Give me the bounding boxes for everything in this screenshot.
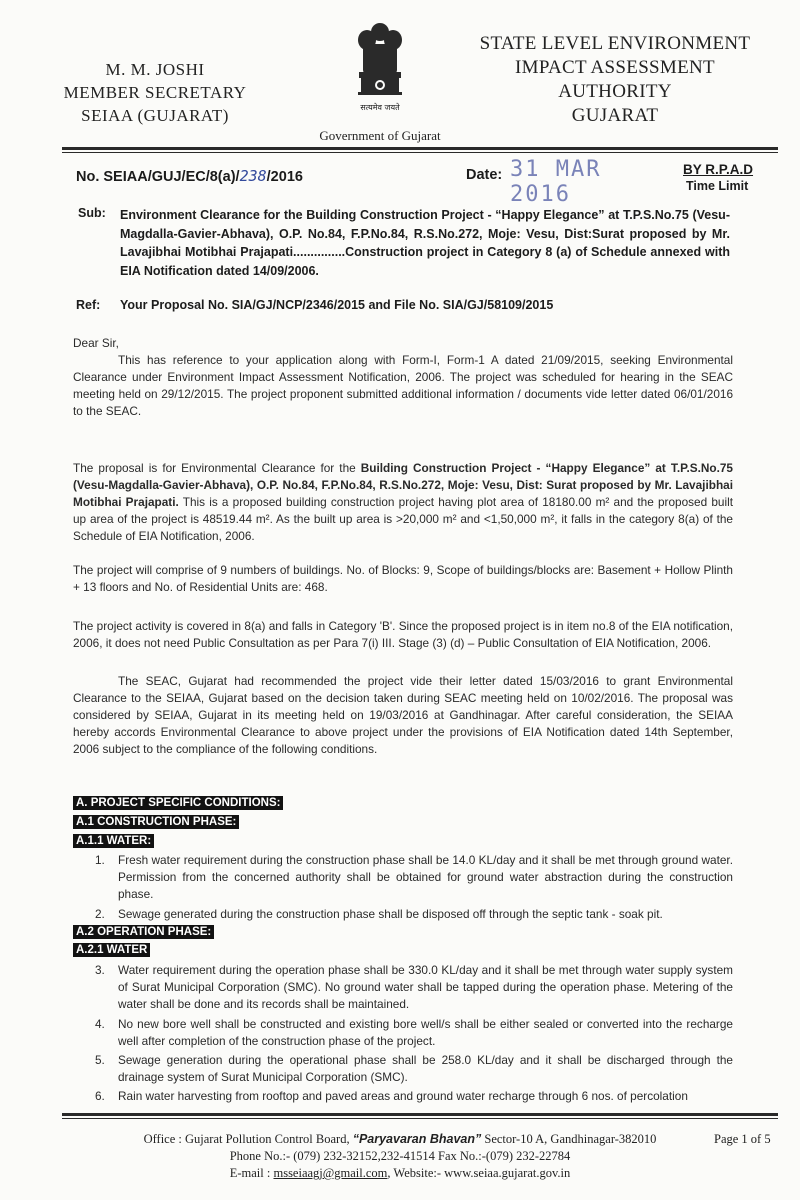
date-label: Date: xyxy=(466,167,503,183)
authority-block xyxy=(460,32,770,128)
header-rule-thin xyxy=(62,152,778,153)
page-number: Page 1 of 5 xyxy=(714,1132,771,1146)
authority-line-4: GUJARAT xyxy=(571,105,659,126)
national-emblem-icon xyxy=(345,14,415,122)
heading-operation-phase: A.2 OPERATION PHASE: xyxy=(73,925,214,939)
heading-project-conditions: A. PROJECT SPECIFIC CONDITIONS: xyxy=(73,796,283,810)
footer-rule xyxy=(62,1113,778,1116)
letter-number-prefix: No. SEIAA/GUJ/EC/8(a)/ xyxy=(76,169,240,185)
item-number: 2. xyxy=(95,907,105,921)
footer-email-link[interactable]: msseiaagj@gmail.com xyxy=(273,1166,388,1180)
item-number: 5. xyxy=(95,1053,105,1067)
footer-office: Office : Gujarat Pollution Control Board, xyxy=(143,1132,353,1146)
authority-line-1: STATE LEVEL ENVIRONMENT xyxy=(479,33,751,54)
handwritten-number: 238 xyxy=(239,167,267,185)
time-limit-label: Time Limit xyxy=(686,179,749,193)
government-label: Government of Gujarat xyxy=(319,128,441,143)
letter-number xyxy=(76,167,303,185)
reference-label: Ref: xyxy=(76,298,101,312)
item-number: 4. xyxy=(95,1017,105,1031)
sender-block xyxy=(55,58,255,127)
emblem-motto: सत्यमेव जयते xyxy=(360,103,400,112)
item-number: 1. xyxy=(95,853,105,867)
proposal-intro: The proposal is for Environmental Clearance for the xyxy=(73,461,361,475)
letter-number-suffix: /2016 xyxy=(266,169,303,185)
proposal-project-name: Building Construction Project - “Happy Elegance” at T.P.S.No.75 (Vesu-Magdalla-Gavier-Abhava), O.P. No.84, F.P.No.84, R.S.No.272, Moje: Vesu, Dist: Surat proposed by Mr. Lavajibhai Motibhai Prajapati. xyxy=(73,461,733,509)
heading-construction-water: A.1.1 WATER: xyxy=(73,834,154,848)
footer-building: “Paryavaran Bhavan” xyxy=(352,1132,482,1146)
paragraph-recommendation: The SEAC, Gujarat had recommended the project vide their letter dated 15/03/2016 to grant Environmental Clearance to the SEIAA, Gujarat based on the decision taken during SEAC meeting held on 10/02/2016. The proposal was considered by SEIAA, Gujarat in its meeting held on 19/03/2016 at Gandhinagar. After careful consideration, the SEIAA hereby accords Environmental Clearance to above project under the provisions of EIA Notification dated 14th September, 2006 subject to the compliance of the following conditions. xyxy=(73,674,733,756)
paragraph-proposal xyxy=(73,460,733,545)
authority-line-3: AUTHORITY xyxy=(558,81,672,102)
footer-sector: Sector-10 A, Gandhinagar-382010 xyxy=(481,1132,657,1146)
item-text: No new bore well shall be constructed and existing bore well/s shall be either sealed or converted into the recharge well after completion of the construction phase of the project. xyxy=(118,1017,733,1048)
item-number: 6. xyxy=(95,1089,105,1103)
subject-label: Sub: xyxy=(78,206,106,220)
proposal-details: This is a proposed building construction project having plot area of 18180.00 m² and the proposed built up area of the project is 48519.44 m². As the built up area is >20,000 m² and <1,50,000 m², it falls in the category 8(a) of the Schedule of EIA Notification, 2006. xyxy=(73,495,733,543)
footer-contact xyxy=(100,1165,700,1182)
date-stamp: 31 MAR 2016 xyxy=(510,157,602,207)
footer-address xyxy=(100,1131,700,1148)
authority-line-2: IMPACT ASSESSMENT xyxy=(515,57,715,78)
item-number: 3. xyxy=(95,963,105,977)
sender-title: MEMBER SECRETARY xyxy=(63,83,247,102)
header-rule xyxy=(62,147,778,150)
sender-name: M. M. JOSHI xyxy=(105,60,205,79)
footer-email-label: E-mail : xyxy=(229,1166,274,1180)
heading-operation-water: A.2.1 WATER xyxy=(73,943,150,957)
item-text: Fresh water requirement during the construction phase shall be 14.0 KL/day and it shall be met through ground water. Permission from the concerned authority shall be obtained for ground water abstraction during the construction phase. xyxy=(118,853,733,901)
footer-website: , Website:- www.seiaa.gujarat.gov.in xyxy=(387,1166,571,1180)
dispatch-mode: BY R.P.A.D xyxy=(683,162,754,177)
heading-construction-phase: A.1 CONSTRUCTION PHASE: xyxy=(73,815,239,829)
item-text: Sewage generated during the construction phase shall be disposed off through the septic tank - soak pit. xyxy=(118,907,663,921)
subject-text: Environment Clearance for the Building Construction Project - “Happy Elegance” at T.P.S.No.75 (Vesu-Magdalla-Gavier-Abhava), O.P. No.84, F.P.No.84, R.S.No.272, Moje: Vesu, Dist:Surat proposed by Mr. Lavajibhai Motibhai Prajapati...............Construction project in Category 8 (a) of Schedule annexed with EIA Notification dated 14/09/2006. xyxy=(120,208,730,278)
item-text: Water requirement during the operation phase shall be 330.0 KL/day and it shall be met through water supply system of Surat Municipal Corporation (SMC). No ground water shall be tapped during the operation phase. Metering of the water shall be done and its records shall be maintained. xyxy=(118,963,733,1011)
footer-rule-thin xyxy=(62,1118,778,1119)
reference-text: Your Proposal No. SIA/GJ/NCP/2346/2015 and File No. SIA/GJ/58109/2015 xyxy=(120,298,554,312)
footer-phone: Phone No.:- (079) 232-32152,232-41514 Fax No.:-(079) 232-22784 xyxy=(229,1149,571,1163)
item-text: Rain water harvesting from rooftop and paved areas and ground water recharge through 6 nos. of percolation xyxy=(118,1089,688,1103)
item-text: Sewage generation during the operational phase shall be 258.0 KL/day and it shall be discharged through the drainage system of Surat Municipal Corporation (SMC). xyxy=(118,1053,733,1084)
sender-org: SEIAA (GUJARAT) xyxy=(81,106,229,125)
salutation: Dear Sir, xyxy=(73,336,119,350)
paragraph-buildings: The project will comprise of 9 numbers of buildings. No. of Blocks: 9, Scope of buildings/blocks are: Basement + Hollow Plinth + 13 floors and No. of Residential Units are: 468. xyxy=(73,563,733,594)
paragraph-category: The project activity is covered in 8(a) and falls in Category 'B'. Since the proposed project is in item no.8 of the EIA notification, 2006, it does not need Public Consultation as per Para 7(i) III. Stage (3) (d) – Public Consultation of EIA Notification, 2006. xyxy=(73,619,733,650)
paragraph-application: This has reference to your application along with Form-I, Form-1 A dated 21/09/2015, seeking Environmental Clearance under Environment Impact Assessment Notification, 2006. The project was scheduled for hearing in the SEAC meeting held on 29/12/2015. The project proponent submitted additional information / documents vide letter dated 06/01/2016 to the SEAC. xyxy=(73,353,733,418)
